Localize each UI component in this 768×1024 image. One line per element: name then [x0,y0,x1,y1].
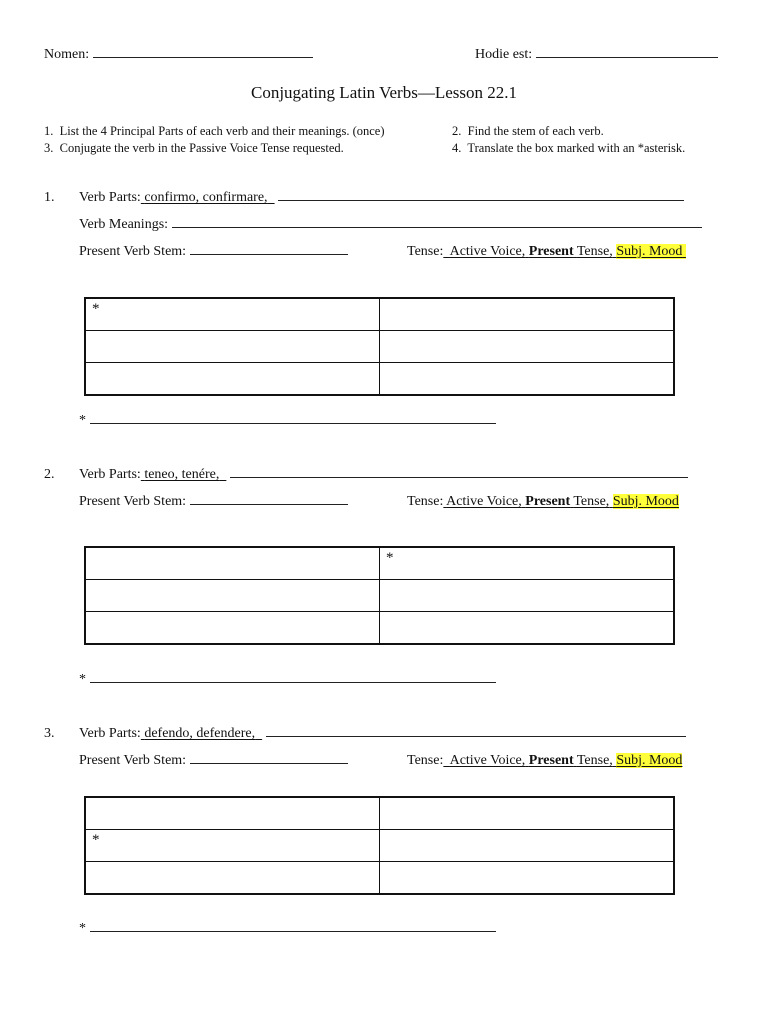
verb-meanings-label: Verb Meanings: [79,217,169,232]
table-cell[interactable] [380,547,675,580]
translation-blank-line [90,422,496,424]
table-cell[interactable] [380,580,675,612]
exercise-3-translation[interactable] [79,921,496,937]
table-cell[interactable] [380,862,675,895]
table-cell[interactable] [380,797,675,830]
stem-label: Present Verb Stem: [79,244,187,259]
exercise-2-stem[interactable] [79,494,348,510]
exercise-2-conjugation-table [84,546,675,645]
verb-parts-given: confirmo, confirmare, [144,190,268,205]
exercise-2-number: 2. [44,467,55,482]
table-cell[interactable] [380,830,675,862]
asterisk-marker: * [79,921,86,936]
table-cell[interactable] [380,363,675,396]
exercise-3-conjugation-table [84,796,675,895]
instruction-4: 4. Translate the box marked with an *asterisk. [452,141,686,155]
instruction-3: 3. Conjugate the verb in the Passive Voice Tense requested. [44,141,344,155]
exercise-1-stem[interactable] [79,244,348,260]
exercise-1-number: 1. [44,190,55,205]
exercise-1-translation[interactable] [79,413,496,429]
table-cell[interactable] [85,580,380,612]
verb-parts-label: Verb Parts: [79,190,141,205]
instruction-1: 1. List the 4 Principal Parts of each verb and their meanings. (once) [44,124,385,138]
asterisk-marker: * [92,832,100,848]
exercise-3-stem[interactable] [79,753,348,769]
exercise-1-tense [407,244,686,260]
tense-value: Active Voice, Present Tense, Subj. Mood [443,244,686,259]
tense-label: Tense: [407,753,444,768]
table-cell[interactable] [380,298,675,331]
table-cell[interactable] [85,612,380,645]
stem-blank-line [190,503,348,505]
date-label: Hodie est: [475,47,533,62]
verb-parts-blank-line [230,476,688,478]
table-cell[interactable] [85,298,380,331]
asterisk-marker: * [386,550,394,566]
table-cell[interactable] [85,547,380,580]
translation-blank-line [90,681,496,683]
date-field[interactable] [475,47,718,63]
tense-label: Tense: [407,494,444,509]
table-cell[interactable] [85,363,380,396]
date-blank-line [536,56,718,58]
stem-blank-line [190,253,348,255]
name-label: Nomen: [44,47,90,62]
stem-label: Present Verb Stem: [79,753,187,768]
mood-highlight: Subj. Mood [612,494,679,509]
translation-blank-line [90,930,496,932]
verb-parts-label: Verb Parts: [79,726,141,741]
instruction-2: 2. Find the stem of each verb. [452,124,604,138]
exercise-3-tense [407,753,682,769]
exercise-2-translation[interactable] [79,672,496,688]
mood-highlight: Subj. Mood [616,244,686,259]
table-cell[interactable] [85,331,380,363]
asterisk-marker: * [92,301,100,317]
exercise-1-verb-meanings[interactable] [79,217,702,233]
verb-parts-blank-line [278,199,684,201]
table-cell[interactable] [380,331,675,363]
asterisk-marker: * [79,413,86,428]
verb-meanings-blank-line [172,226,702,228]
exercise-2-verb-parts[interactable] [79,467,688,483]
verb-parts-given: defendo, defendere, [144,726,256,741]
table-cell[interactable] [85,862,380,895]
table-cell[interactable] [85,830,380,862]
table-cell[interactable] [380,612,675,645]
table-cell[interactable] [85,797,380,830]
tense-label: Tense: [407,244,444,259]
exercise-1-conjugation-table [84,297,675,396]
verb-parts-label: Verb Parts: [79,467,141,482]
mood-highlight: Subj. Mood [616,753,683,768]
asterisk-marker: * [79,672,86,687]
exercise-2-tense [407,494,679,510]
stem-label: Present Verb Stem: [79,494,187,509]
tense-value: Active Voice, Present Tense, Subj. Mood [446,494,679,509]
verb-parts-given: teneo, tenére, [144,467,220,482]
name-blank-line [93,56,313,58]
exercise-3-verb-parts[interactable] [79,726,686,742]
exercise-1-verb-parts[interactable] [79,190,684,206]
verb-parts-blank-line [266,735,686,737]
exercise-3-number: 3. [44,726,55,741]
tense-value: Active Voice, Present Tense, Subj. Mood [449,753,683,768]
page-title: Conjugating Latin Verbs—Lesson 22.1 [251,83,517,102]
stem-blank-line [190,762,348,764]
name-field[interactable] [44,47,313,63]
